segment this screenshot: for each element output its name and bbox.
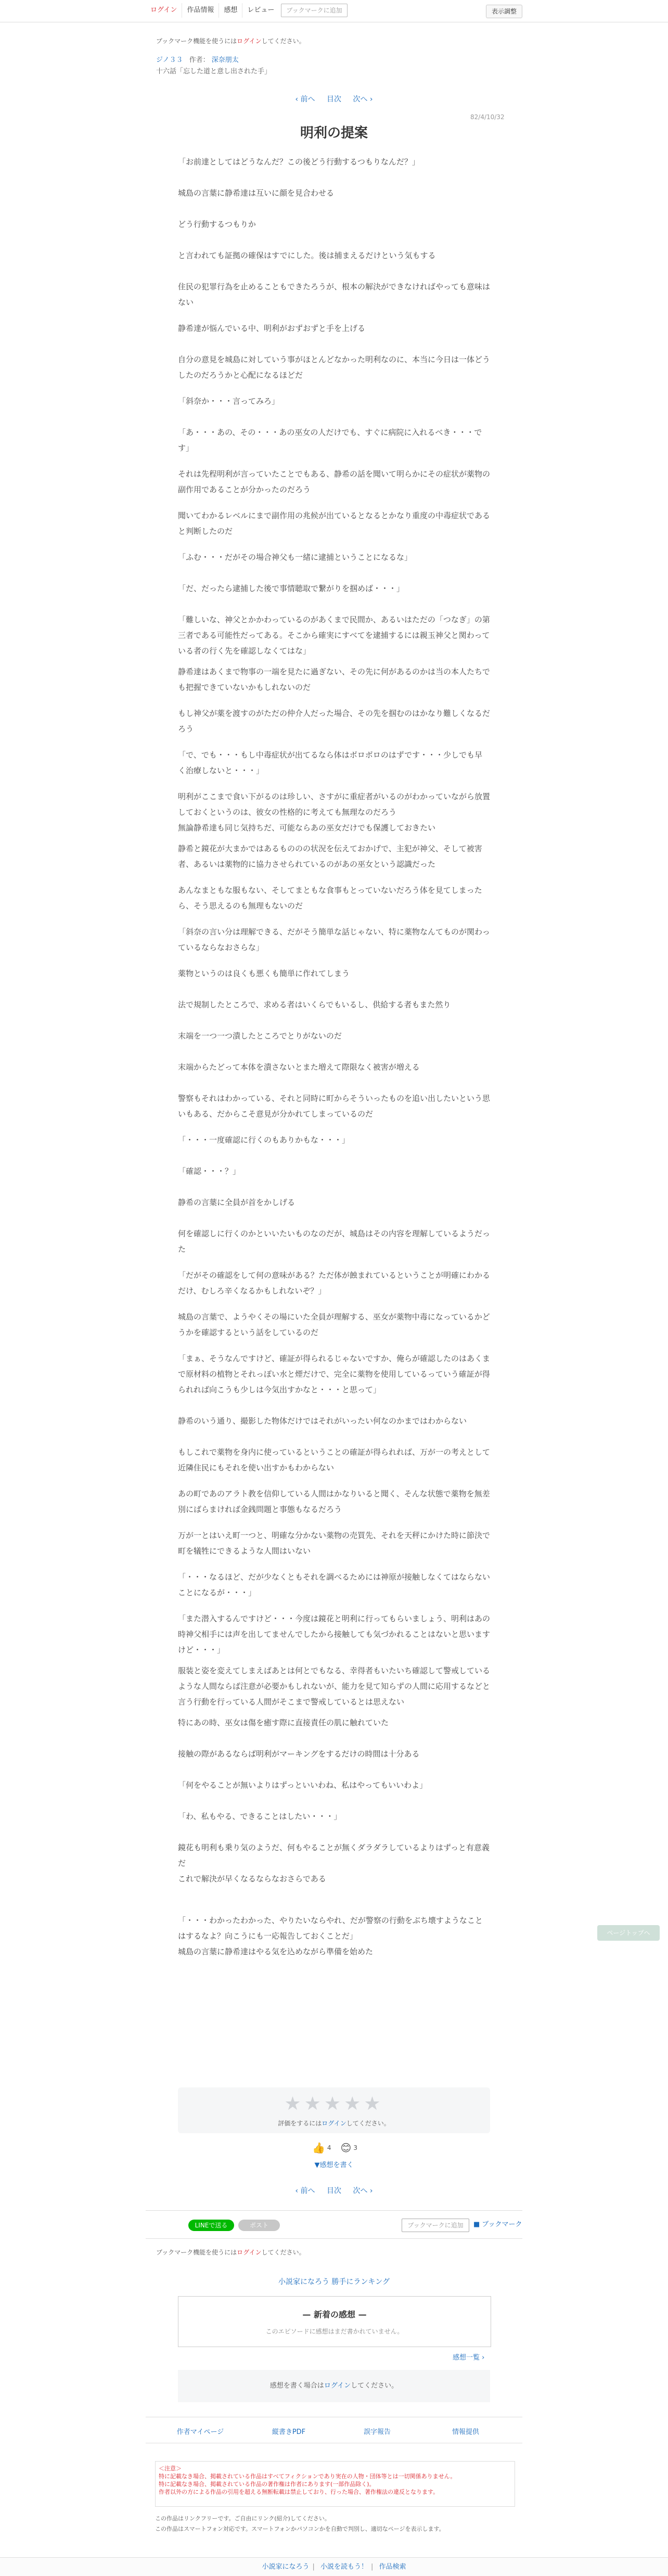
bookmark-add-button[interactable]: ブックマークに追加 [402,2219,469,2232]
next-link[interactable]: 次へ › [353,2187,373,2195]
footer-links [0,2422,668,2441]
write-impression-toggle[interactable]: ▼感想を書く [314,2161,354,2169]
page-top-button[interactable]: ページトップへ [597,1925,660,1941]
body-paragraph: 「あ・・・あの、その・・・あの巫女の人だけでも、すぐに病院に入れるべき・・・です」 [178,428,482,453]
body-paragraph: 末端を一つ一つ潰したところでとりがないのだ [178,1031,342,1041]
bookmark-link[interactable]: ■ ブックマーク [473,2221,522,2228]
caution-title: ＜注意＞ [159,2465,182,2472]
body-paragraph: 静希達はあくまで物事の一端を見たに過ぎない、その先に何があるのかは当の本人たちでも把握できていないかもしれないのだ [178,667,490,692]
body-paragraph: もし神父が薬を渡すのがただの仲介人だった場合、その先を掴むのはかなり難しくなるだろう [178,709,491,734]
body-paragraph: もしこれで薬物を身内に使っているということの確証が得られれば、万が一の考えとして近隣住民にもそれを使い出すかもわからない [178,1447,491,1472]
body-paragraph: 「だがその確認をして何の意味がある？ただ体が蝕まれているということが明確にわかるだけ、むしろ辛くなるかもしれないぞ？」 [178,1271,491,1296]
post-share-button[interactable]: ポスト [238,2220,280,2231]
body-paragraph: 「また潜入するんですけど・・・今度は鏡花と明利に行ってもらいましょう、明利はあの時神父相手には声を出してませんでしたから接触しても気づかれることはないと思いますけど・・・」 [178,1614,491,1655]
reaction-count: 4 [327,2144,331,2151]
body-paragraph: 聞いてわかるレベルにまで副作用の兆候が出ているとなるとかなり重度の中毒症状であると判断したのだ [178,511,491,536]
evaluation-login-link[interactable]: ログイン [322,2120,346,2127]
body-paragraph: あの町であのアラト教を信仰している人間はかなりいると聞く、そんな状態で薬物を無差別にばらまければ金銭問題と事態もなるだろう [178,1489,490,1514]
body-paragraph: 「難しいな、神父とかかわっているのがあくまで民間か、あるいはただの「つなぎ」の第三者である可能性だってある。そこから確実にすべてを逮捕するには親玉神父と関わっている者の行く先を確認しなくてはな」 [178,615,490,656]
caution-line: 作者以外の方による作品の引用を超える無断転載は禁止しており、行った場合、著作権法の違反となります。 [159,2489,439,2495]
work-meta [156,54,239,64]
narou-home-link[interactable]: 小説家になろう [262,2563,310,2571]
next-link[interactable]: 次へ › [353,95,373,104]
top-nav [146,3,348,18]
ranking-link[interactable]: 小説家になろう 勝手にランキング [278,2278,390,2286]
link-free-note: この作品はリンクフリーです。ご自由にリンク(紹介)してください。 [155,2515,330,2522]
body-paragraph: と言われても証拠の確保はすでにした。後は捕まえるだけという気もする [178,251,436,260]
body-paragraph: 自分の意見を城島に対していう事がほとんどなかった明利なのに、本当に今日は一体どうしたのだろうかと心配になるほどだ [178,355,491,380]
body-paragraph: 「ふむ・・・だがその場合神父も一緒に逮捕ということになるな」 [178,553,413,562]
write-login-link[interactable]: ログイン [324,2382,351,2390]
top-navbar [0,0,668,22]
no-impressions-note: このエピソードに感想はまだ書かれていません。 [265,2328,404,2335]
impression-link[interactable]: 感想 [219,3,242,18]
body-paragraph: 「何をやることが無いよりはずっといいわね、私はやってもいいわよ」 [178,1780,428,1790]
series-link[interactable]: ジノ３３ [156,56,183,64]
reaction-smile[interactable] [341,2142,358,2154]
body-paragraph: 末端からたどって本体を潰さないとまた増えて際限なく被害が増える [178,1062,420,1072]
smile-icon: 😊 [340,2142,352,2154]
body-paragraph: 「お前達としてはどうなんだ？この後どう行動するつもりなんだ？」 [178,157,420,166]
search-link[interactable]: 作品検索 [379,2563,406,2571]
body-paragraph: それは先程明利が言っていたことでもある、静希の話を聞いて明らかにその症状が薬物の副作用であることが分かったのだろう [178,469,491,494]
body-paragraph: 静希のいう通り、撮影した物体だけではそれがいったい何なのかまではわからない [178,1416,467,1426]
share-row [0,2215,668,2234]
line-share-button[interactable]: LINEで送る [188,2220,234,2231]
body-paragraph: 「斜奈の言い分は理解できる、だがそう簡単な話じゃない、特に薬物なんてものが関わっているならなおさらな」 [178,927,490,952]
yomou-link[interactable]: 小説を読もう！ [320,2563,368,2571]
bookmark-add-button[interactable]: ブックマークに追加 [281,4,347,17]
review-link[interactable]: レビュー [247,6,275,14]
author-label: 作者： [189,56,210,64]
body-paragraph: 「まぁ、そうなんですけど、確証が得られるじゃないですか、俺らが確認したのはあくまで原材料の植物とそれっぽい水と煙だけで、完全に薬物を使用しているっていう確証が得られれば向こうも少しは今気出すかなと・・・と思って」 [178,1354,491,1394]
footer-login-link[interactable]: ログイン [237,2249,262,2256]
body-paragraph: 「で、でも・・・もし中毒症状が出てるなら体はボロボロのはずです・・・少しでも早く治療しないと・・・」 [178,750,483,775]
pager-bottom [0,2185,668,2196]
body-paragraph: 「確認・・・？」 [178,1167,241,1176]
body-paragraph: 城島の言葉に静希達はやる気を込めながら準備を始めた [178,1947,374,1956]
login-link[interactable]: ログイン [146,3,182,18]
body-paragraph: 「・・・わかったわかった、やりたいならやれ、だが警察の行動をぶち壊すようなことはするなよ？向こうにも一応報告しておくことだ」 [178,1916,483,1941]
evaluation-box [178,2087,490,2133]
body-paragraph: 「・・・なるほど、だが少なくともそれを調べるためには神原が接触しなくてはならないことになるが・・・」 [178,1572,491,1597]
prev-link[interactable]: ‹ 前へ [295,2187,315,2195]
body-paragraph: 「斜奈か・・・言ってみろ」 [178,396,280,406]
vertical-pdf-link[interactable]: 縦書きPDF [272,2428,306,2436]
body-paragraph: 城島の言葉に静希達は互いに顔を見合わせる [178,188,335,198]
body-paragraph: 「だ、だったら逮捕した後で事情聴取で繋がりを掴めば・・・」 [178,584,405,593]
body-paragraph: 服装と姿を変えてしまえばあとは何とでもなる、幸得者もいたいち確認して警戒しているような人間ならば注意が必要かもしれないが、能力を見て知らずの人間に応用するなどと言う行動を行っている人間がそこまで警戒しているとは思えない [178,1666,491,1707]
body-paragraph: あんなまともな服もない、そしてまともな食事もとっていないだろう体を見てしまったら、そう思えるのも無理もないのだ [178,886,482,911]
evaluation-note: 評価をするにはログインしてください。 [278,2120,390,2127]
chapter-title: 明利の提案 [300,125,368,141]
body-paragraph: 「わ、私もやる、できることはしたい・・・」 [178,1812,342,1821]
typo-report-link[interactable]: 誤字報告 [363,2428,391,2436]
author-mypage-link[interactable]: 作者マイページ [176,2428,224,2436]
body-paragraph: 法で規制したところで、求める者はいくらでもいるし、供給する者もまた然り [178,1000,451,1009]
body-paragraph: 住民の犯罪行為を止めることもできたろうが、根本の解決ができなければやっても意味はない [178,282,491,307]
impression-list-link[interactable]: 感想一覧 › [453,2354,485,2362]
smartphone-note: この作品はスマートフォン対応です。スマートフォンかパソコンかを自動で判別し、適切なページを表示します。 [155,2526,445,2532]
body-paragraph: 静希達が悩んでいる中、明利がおずおずと手を上げる [178,324,366,333]
reaction-thumbs-up[interactable] [312,2142,331,2154]
body-paragraph: 「・・・一度確認に行くのもありかもな・・・」 [178,1135,350,1145]
thumbs-up-icon: 👍 [312,2142,325,2154]
rating-stars-icon[interactable]: ★★★★★ [284,2093,384,2114]
body-paragraph: 明利がここまで食い下がるのは珍しい、さすがに重症者がいるのがわかっていながら放置しておくというのは、彼女の性格的に考えても無理なのだろう 無論静希達も同じ気持ちだ、可能ならあの巫女だけでも保護しておきたい [178,792,491,832]
display-settings-button[interactable]: 表示調整 [486,5,522,18]
new-impressions-title: — 新着の感想 — [302,2310,367,2319]
reaction-buttons [312,2142,357,2154]
write-impression-box [178,2370,490,2402]
prev-link[interactable]: ‹ 前へ [295,95,315,104]
header-login-link[interactable]: ログイン [237,37,262,45]
author-link[interactable]: 深奈朋太 [211,56,239,64]
bottom-bar: 小説家になろう | 小説を読もう！ | 作品検索 [0,2557,668,2576]
index-link[interactable]: 目次 [327,2187,341,2195]
body-paragraph: 特にあの時、巫女は傷を癒す際に直接責任の肌に触れていた [178,1718,389,1727]
body-paragraph: 静希と鏡花が大まかではあるもののの状況を伝えておかげで、主犯が神父、そして被害者、あるいは薬物的に協力させられているのがあの巫女という認識だった [178,844,482,869]
body-paragraph: 接触の際があるならば明利がマーキングをするだけの時間は十分ある [178,1749,420,1759]
work-info-link[interactable]: 作品情報 [182,3,219,18]
body-paragraph: 何を確認しに行くのかといいたいものなのだが、城島はその内容を理解しているようだった [178,1229,491,1254]
info-report-link[interactable]: 情報提供 [452,2428,479,2436]
body-paragraph: どう行動するつもりか [178,220,256,229]
body-paragraph: 静希の言葉に全員が首をかしげる [178,1198,296,1207]
episode-counter: 82/4/10/32 [470,113,505,121]
body-paragraph: 鏡花も明利も乗り気のようだ、何もやることが無くダラダラしているよりはずっと有意義だ [178,1843,490,1868]
body-paragraph: 城島の言葉で、ようやくその場にいた全員が理解する、巫女が薬物中毒になっているかどうかを確認するという話をしているのだ [178,1312,490,1337]
divider [146,2238,522,2239]
divider [146,2210,522,2211]
bookmark-login-note: ブックマーク機能を使うにはログインしてください。 [156,2249,305,2256]
body-paragraph: 薬物というのは良くも悪くも簡単に作れてしまう [178,969,350,978]
body-paragraph: 万が一とはいえ町一つと、明確な分かない薬物の売買先、それを天秤にかけた時に節決で町を犠牲にできるような人間はいない [178,1531,491,1556]
caution-line: 特に記載なき場合、掲載されている作品はすべてフィクションであり実在の人物・団体等とは一切関係ありません。 [159,2473,456,2480]
reaction-count: 3 [353,2144,358,2151]
caution-box [155,2461,515,2507]
index-link[interactable]: 目次 [327,95,341,104]
chapter-subtitle: 十六話「忘した道と意し出された手」 [156,68,272,75]
write-impression-note: 感想を書く場合はログインしてください。 [269,2382,399,2390]
body-paragraph: 警察もそれはわかっている、それと同時に町からそういったものを追い出したいという思いもある、だからこそ意見が分かれてしまっているのだ [178,1094,491,1119]
bookmark-login-note: ブックマーク機能を使うにはログインしてください。 [156,37,305,45]
pager-top [0,94,668,104]
body-paragraph: これで解決が早くなるならなおさらである [178,1874,326,1883]
new-impressions-box [178,2296,491,2347]
caution-line: 特に記載なき場合、掲載されている作品の著作権は作者にあります(一部作品除く)。 [159,2481,375,2488]
